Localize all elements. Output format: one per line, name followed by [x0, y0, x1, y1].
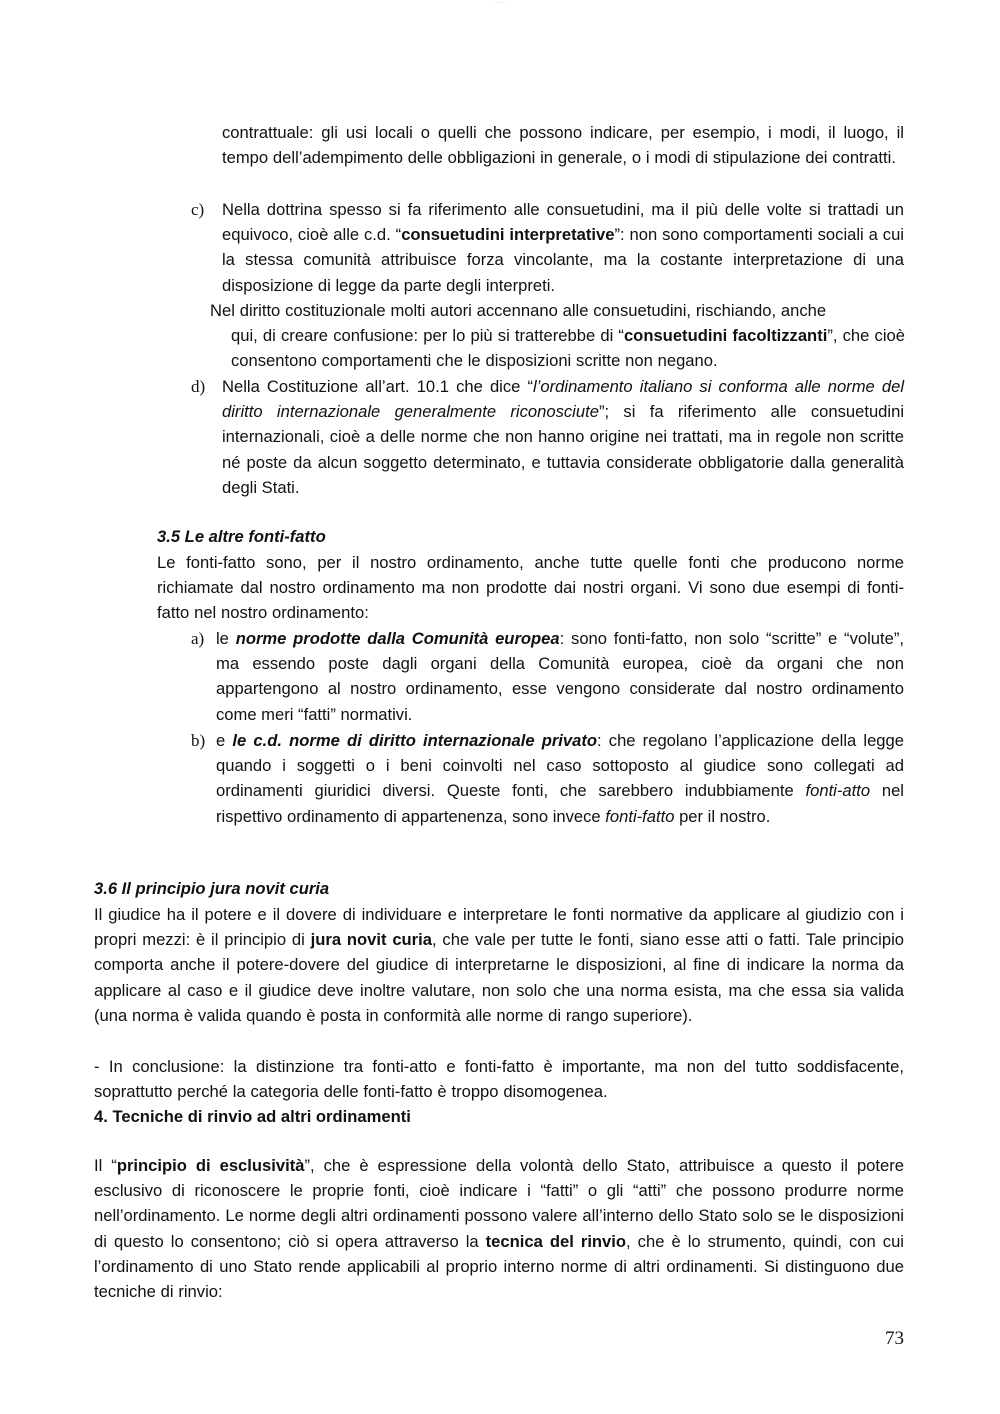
term-diritto-internazionale-privato — [232, 731, 597, 750]
constitution-quote: l’ordinamento italiano si conforma alle norme del diritto internazionale generalmente riconosciute — [222, 377, 905, 422]
list-marker-a: a) — [191, 629, 205, 648]
section-3-6-text-b: , che vale per tutte le fonti, siano esse atti o fatti. Tale principio comporta anche il potere-dovere del giudice di interpretarne le disposizioni, al fine di indicare la norma da applicare al caso e il giudice deve inoltre valutare, non solo che una norma esista, ma che essa sia valida (una norma è valida quando è posta in conformità alle norme di rango superiore). — [94, 930, 904, 1025]
list-item-d — [222, 374, 904, 500]
note-text-b: ”, che cioè consentono comportamenti che le disposizioni scritte non negano. — [231, 326, 905, 371]
list-marker-d: d) — [191, 377, 206, 396]
list-item-a — [216, 626, 904, 727]
list-item-d-text-a: Nella Costituzione all’art. 10.1 che dice “ — [222, 377, 534, 396]
section-3-6-conclusion: - In conclusione: la distinzione tra fonti-atto e fonti-fatto è importante, ma non del tutto soddisfacente, soprattutto perché la categoria delle fonti-fatto è troppo disomogenea. — [94, 1057, 904, 1102]
section-4-text-a: Il “ — [94, 1156, 117, 1175]
term-consuetudini-interpretative: consuetudini interpretative — [401, 225, 615, 245]
list-item-c-text-a: Nella dottrina spesso si fa riferimento alle consuetudini, ma il più delle volte si trattadi un equivoco, cioè alle c.d. “ — [222, 200, 904, 245]
list-marker-b: b) — [191, 731, 206, 750]
note-continuation — [231, 323, 905, 373]
section-4-text-c: , che è lo strumento, quindi, con cui l’ordinamento di uno Stato rende applicabili al proprio interno norme di altri ordinamenti. Si distinguono due tecniche di rinvio: — [94, 1231, 904, 1302]
list-item-c — [222, 197, 904, 298]
list-marker-c: c) — [191, 200, 205, 219]
term-tecnica-del-rinvio: tecnica del rinvio — [485, 1231, 627, 1251]
section-heading-4: 4. Tecniche di rinvio ad altri ordinamenti — [94, 1107, 411, 1126]
term-norme-comunita-europea — [236, 629, 560, 648]
list-item-b-text-d: per il nostro. — [674, 806, 771, 826]
term-jura-novit-curia: jura novit curia — [310, 930, 432, 950]
term-fonti-fatto: fonti-fatto — [605, 806, 675, 826]
note-text-a: qui, di creare confusione: per lo più si tratterebbe di “ — [231, 326, 624, 345]
running-header: — — — — [494, 0, 506, 4]
term-norme-comunita-europea-text: norme prodotte dalla Comunità europea — [235, 629, 560, 648]
section-3-6-text-a: Il giudice ha il potere e il dovere di individuare e interpretare le fonti normative da applicare al giudizio con i propri mezzi: è il principio di — [94, 905, 904, 950]
list-item-a-text-b: : sono fonti-fatto, non solo “scritte” e “volute”, ma essendo poste dagli organi della Comunità europea, cioè da organi che non appartengono al nostro ordinamento, esse vengono considerate dal nostro ordinamento come meri “fatti” normativi. — [216, 629, 904, 724]
section-3-6-paragraph — [94, 902, 904, 1028]
list-item-b-text-c: nel rispettivo ordinamento di appartenenza, sono invece — [216, 781, 904, 826]
continuation-paragraph: contrattuale: gli usi locali o quelli che possono indicare, per esempio, i modi, il luogo, il tempo dell’adempimento delle obbligazioni in generale, o i modi di stipulazione dei contratti. — [222, 123, 904, 168]
section-4-text-b: ”, che è espressione della volontà dello Stato, attribuisce a questo il potere esclusivo di riconoscere le proprie fonti, cioè indicare i “fatti” o gli “atti” che possono produrre norme nell’ordinamento. Le norme degli altri ordinamenti possono valere all’interno dello Stato solo se le disposizioni di questo lo consentono; ciò si opera attraverso la — [94, 1156, 904, 1251]
term-fonti-atto: fonti-atto — [805, 781, 871, 801]
page-number: 73 — [885, 1328, 904, 1349]
section-3-5-intro: Le fonti-fatto sono, per il nostro ordinamento, anche tutte quelle fonti che producono norme richiamate dal nostro ordinamento ma non prodotte dai nostri organi. Vi sono due esempi di fonti-fatto nel nostro ordinamento: — [157, 553, 904, 623]
section-heading-3-6: 3.6 Il principio jura novit curia — [94, 879, 330, 898]
section-4-paragraph — [94, 1153, 904, 1304]
list-item-b-text-b: : che regolano l’applicazione della legge quando i soggetti o i beni coinvolti nel caso sottoposto al giudice sono collegati ad ordinamenti giuridici diversi. Queste fonti, che sarebbero indubbiamente — [216, 731, 904, 801]
note-first-line: Nel diritto costituzionale molti autori accennano alle consuetudini, rischiando, anche — [210, 301, 827, 320]
term-diritto-internazionale-privato-text: le c.d. norme di diritto internazionale privato — [232, 731, 598, 750]
section-heading-3-5: 3.5 Le altre fonti-fatto — [157, 527, 326, 546]
list-item-d-text-b: ”; si fa riferimento alle consuetudini internazionali, cioè a delle norme che non hanno origine nei trattati, ma in regole non scritte né poste da alcun soggetto determinato, e tuttavia considerate obbligatorie dalla generalità degli Stati. — [222, 402, 905, 497]
list-item-c-text-b: ”: non sono comportamenti sociali a cui la stessa comunità attribuisce forza vincolante, ma la costante interpretazione di una disposizione di legge da parte degli interpreti. — [222, 225, 904, 295]
list-item-a-text-a: le — [216, 629, 236, 648]
term-consuetudini-facoltizzanti: consuetudini facoltizzanti — [623, 326, 828, 345]
list-item-b — [216, 728, 904, 829]
list-item-b-text-a: e — [216, 731, 233, 750]
term-principio-esclusivita: principio di esclusività — [116, 1156, 305, 1175]
